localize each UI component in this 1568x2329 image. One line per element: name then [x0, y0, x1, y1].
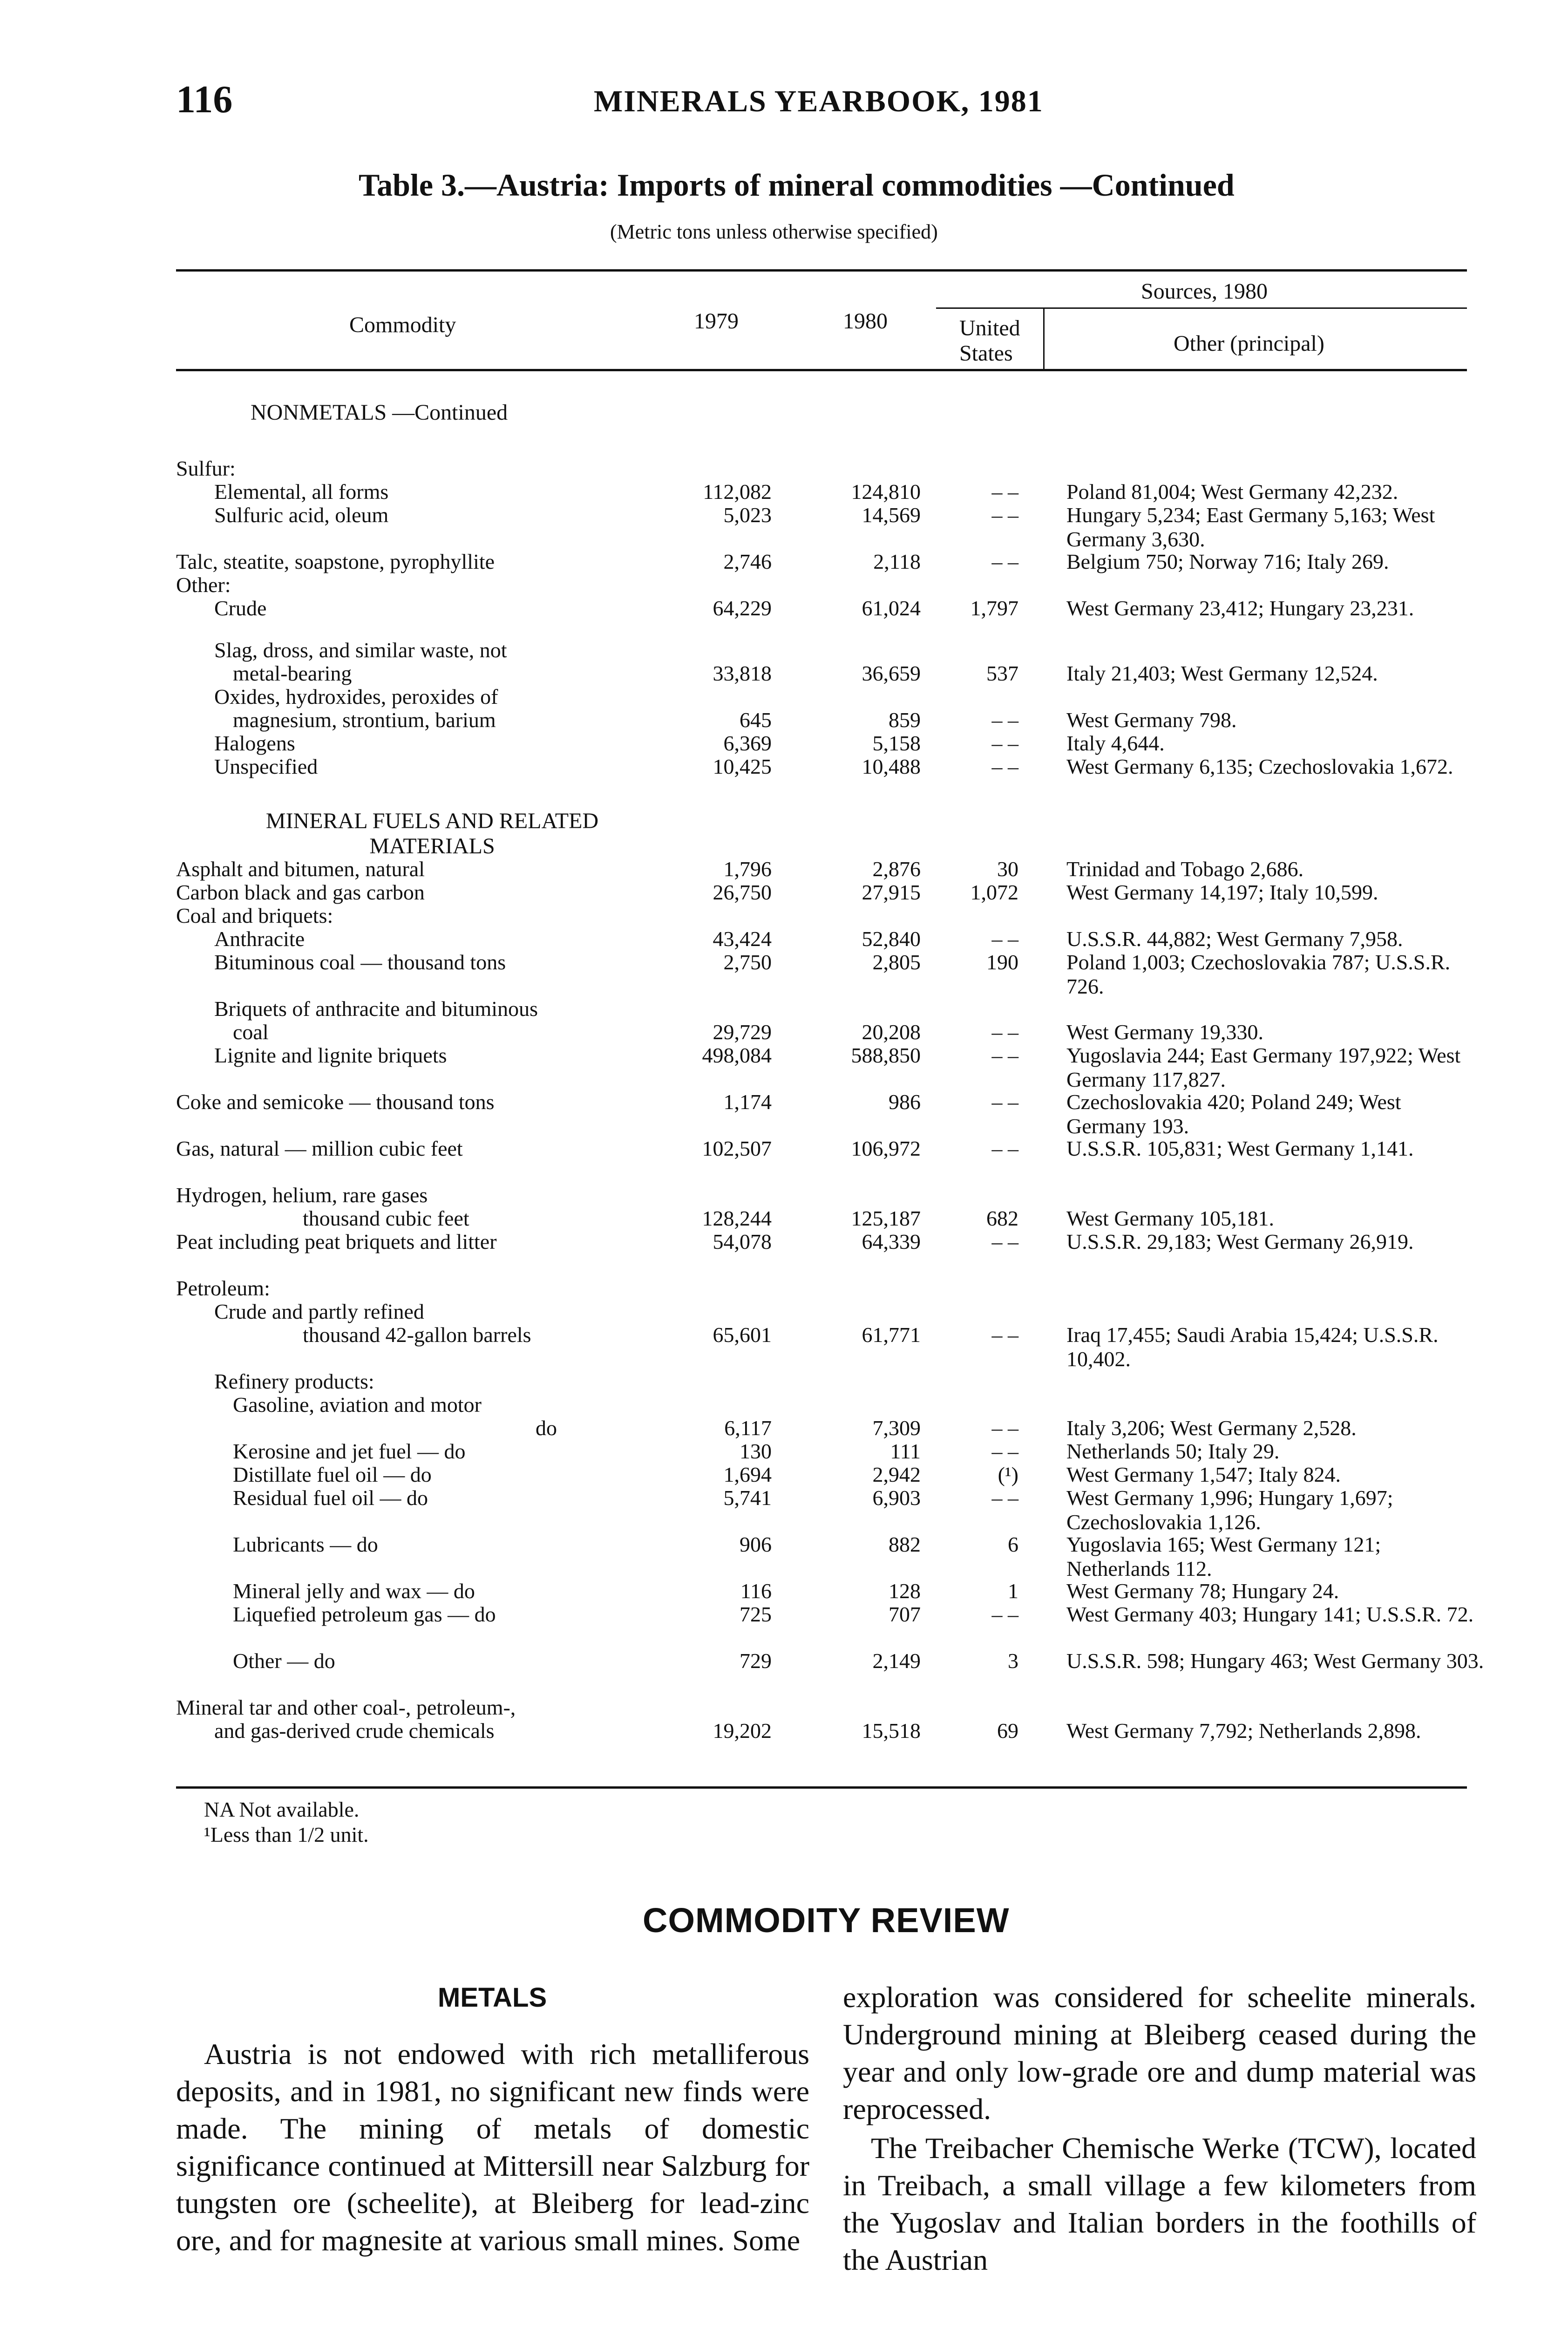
row-label: Distillate fuel oil — do [233, 1463, 432, 1486]
row-label: Lignite and lignite briquets [214, 1043, 447, 1067]
value-us: – – [991, 755, 1018, 778]
metals-heading: METALS [438, 1982, 547, 2013]
value-other: Yugoslavia 165; West Germany 121; Netherlands 112. [1066, 1532, 1381, 1580]
table-bottom-rule [176, 1786, 1467, 1789]
value-1980: 7,309 [872, 1416, 921, 1440]
value-1979: 729 [740, 1649, 772, 1673]
value-us: 69 [997, 1719, 1018, 1743]
value-1979: 64,229 [713, 596, 772, 620]
value-other: West Germany 798. [1066, 708, 1237, 732]
header-1980: 1980 [843, 309, 888, 334]
value-1980: 124,810 [851, 480, 921, 504]
table-top-rule [176, 269, 1467, 272]
value-1979: 116 [740, 1579, 772, 1603]
row-label: Halogens [214, 731, 295, 755]
value-other: West Germany 23,412; Hungary 23,231. [1066, 596, 1414, 620]
value-1980: 125,187 [851, 1206, 921, 1230]
row-label: Anthracite [214, 927, 305, 951]
row-label: Lubricants — do [233, 1532, 378, 1556]
value-us: – – [991, 1137, 1018, 1160]
row-label: and gas-derived crude chemicals [214, 1719, 495, 1743]
value-1980: 2,149 [872, 1649, 921, 1673]
header-commodity: Commodity [349, 313, 456, 337]
value-us: 682 [986, 1206, 1018, 1230]
row-label: Crude [214, 596, 267, 620]
value-us: 537 [986, 661, 1018, 685]
value-1979: 19,202 [713, 1719, 772, 1743]
value-us: – – [991, 1602, 1018, 1626]
value-1979: 645 [740, 708, 772, 732]
value-1979: 10,425 [713, 755, 772, 778]
value-1980: 882 [889, 1532, 921, 1556]
row-label: Liquefied petroleum gas — do [233, 1602, 496, 1626]
value-other: Poland 1,003; Czechoslovakia 787; U.S.S.R. 726. [1066, 950, 1451, 998]
value-other: Poland 81,004; West Germany 42,232. [1066, 480, 1398, 504]
header-bottom-rule [176, 369, 1467, 371]
row-label: magnesium, strontium, barium [233, 708, 496, 732]
header-other: Other (principal) [1174, 331, 1324, 356]
value-us: – – [991, 1020, 1018, 1044]
row-label: Oxides, hydroxides, peroxides of [214, 685, 498, 708]
value-other: U.S.S.R. 105,831; West Germany 1,141. [1066, 1137, 1414, 1160]
value-other: West Germany 14,197; Italy 10,599. [1066, 880, 1378, 904]
value-1979: 43,424 [713, 927, 772, 951]
row-label: Coal and briquets: [176, 904, 333, 927]
value-us: – – [991, 1439, 1018, 1463]
value-1979: 5,741 [723, 1486, 772, 1510]
value-other: West Germany 105,181. [1066, 1206, 1274, 1230]
value-1980: 707 [889, 1602, 921, 1626]
value-us: – – [991, 1486, 1018, 1510]
value-1980: 20,208 [862, 1020, 921, 1044]
value-1979: 1,694 [723, 1463, 772, 1486]
value-us: – – [991, 1323, 1018, 1347]
value-1980: 15,518 [862, 1719, 921, 1743]
value-other: West Germany 78; Hungary 24. [1066, 1579, 1339, 1603]
row-label: Coke and semicoke — thousand tons [176, 1090, 495, 1114]
value-1979: 1,796 [723, 857, 772, 881]
header-1979: 1979 [694, 309, 739, 334]
value-1980: 2,876 [872, 857, 921, 881]
value-other: Yugoslavia 244; East Germany 197,922; West Germany 117,827. [1066, 1043, 1461, 1091]
row-label: Asphalt and bitumen, natural [176, 857, 425, 881]
value-1979: 5,023 [723, 503, 772, 527]
section-fuels: MINERAL FUELS AND RELATED MATERIALS [265, 809, 599, 858]
value-other: U.S.S.R. 29,183; West Germany 26,919. [1066, 1230, 1414, 1253]
value-other: West Germany 19,330. [1066, 1020, 1263, 1044]
header-sources: Sources, 1980 [1141, 279, 1268, 304]
value-us: – – [991, 731, 1018, 755]
value-other: Iraq 17,455; Saudi Arabia 15,424; U.S.S.R. 10,402. [1066, 1323, 1439, 1371]
row-label: metal-bearing [233, 661, 352, 685]
value-1979: 6,117 [724, 1416, 772, 1440]
value-1979: 65,601 [713, 1323, 772, 1347]
value-1980: 111 [890, 1439, 921, 1463]
value-1980: 52,840 [862, 927, 921, 951]
value-1979: 2,750 [723, 950, 772, 974]
value-1980: 128 [889, 1579, 921, 1603]
value-other: West Germany 403; Hungary 141; U.S.S.R. 72. [1066, 1602, 1474, 1626]
value-other: Czechoslovakia 420; Poland 249; West Germany 193. [1066, 1090, 1401, 1138]
value-other: Italy 4,644. [1066, 731, 1165, 755]
value-other: West Germany 1,996; Hungary 1,697; Czechoslovakia 1,126. [1066, 1486, 1393, 1534]
row-label: Sulfuric acid, oleum [214, 503, 389, 527]
table-title: Table 3.—Austria: Imports of mineral commodities —Continued [359, 167, 1235, 203]
value-us: 3 [1008, 1649, 1018, 1673]
value-us: – – [991, 550, 1018, 573]
value-us: – – [991, 927, 1018, 951]
row-label: Gas, natural — million cubic feet [176, 1137, 463, 1160]
row-label: Slag, dross, and similar waste, not [214, 638, 507, 662]
value-us: – – [991, 1090, 1018, 1114]
value-1980: 588,850 [851, 1043, 921, 1067]
value-us: – – [991, 1416, 1018, 1440]
row-label: Bituminous coal — thousand tons [214, 950, 506, 974]
value-us: 30 [997, 857, 1018, 881]
row-label: Talc, steatite, soapstone, pyrophyllite [176, 550, 495, 573]
value-other: West Germany 1,547; Italy 824. [1066, 1463, 1341, 1486]
value-1979: 26,750 [713, 880, 772, 904]
value-other: Belgium 750; Norway 716; Italy 269. [1066, 550, 1389, 573]
value-1979: 6,369 [723, 731, 772, 755]
value-1979: 128,244 [702, 1206, 772, 1230]
page-number: 116 [176, 78, 233, 121]
value-us: – – [991, 1043, 1018, 1067]
value-1979: 1,174 [723, 1090, 772, 1114]
value-1979: 130 [740, 1439, 772, 1463]
note-footnote-1: ¹Less than 1/2 unit. [204, 1823, 369, 1846]
value-us: – – [991, 708, 1018, 732]
value-us: 1,072 [970, 880, 1018, 904]
sources-rule [936, 307, 1467, 309]
value-1980: 14,569 [862, 503, 921, 527]
value-us: (¹) [998, 1463, 1018, 1486]
paragraph-left: Austria is not endowed with rich metalliferous deposits, and in 1981, no significant new finds were made. The mining of metals of domestic significance continued at Mittersill near Salzburg for tungsten ore (scheelite), at Bleiberg for lead-zinc ore, and for magnesite at various small mines. Some [176, 2037, 809, 2257]
value-other: West Germany 7,792; Netherlands 2,898. [1066, 1719, 1421, 1743]
row-label: Other — do [233, 1649, 335, 1673]
value-us: 1 [1008, 1579, 1018, 1603]
value-1980: 859 [889, 708, 921, 732]
row-label: Mineral tar and other coal-, petroleum-, [176, 1696, 516, 1719]
value-other: West Germany 6,135; Czechoslovakia 1,672. [1066, 755, 1453, 778]
row-label: Briquets of anthracite and bituminous [214, 997, 538, 1021]
value-1979: 54,078 [713, 1230, 772, 1253]
value-us: – – [991, 503, 1018, 527]
paragraph-right-2: The Treibacher Chemische Werke (TCW), located in Treibach, a small village a few kilometers from the Yugoslav and Italian borders in the foothills of the Austrian [843, 2132, 1476, 2276]
value-other: U.S.S.R. 44,882; West Germany 7,958. [1066, 927, 1403, 951]
value-1979: 725 [740, 1602, 772, 1626]
paragraph-right-1: exploration was considered for scheelite minerals. Underground mining at Bleiberg ceased during the year and only low-grade ore and dump material was reprocessed. [843, 1981, 1476, 2125]
us-column-divider [1043, 308, 1045, 369]
row-label: Peat including peat briquets and litter [176, 1230, 497, 1253]
value-us: – – [991, 1230, 1018, 1253]
row-label: Elemental, all forms [214, 480, 389, 504]
value-1979: 906 [740, 1532, 772, 1556]
row-label: Carbon black and gas carbon [176, 880, 425, 904]
value-1979: 2,746 [723, 550, 772, 573]
value-1979: 33,818 [713, 661, 772, 685]
value-1980: 64,339 [862, 1230, 921, 1253]
value-1980: 2,805 [872, 950, 921, 974]
value-other: Italy 3,206; West Germany 2,528. [1066, 1416, 1357, 1440]
value-1980: 27,915 [862, 880, 921, 904]
row-label: thousand 42-gallon barrels [303, 1323, 531, 1347]
value-us: 6 [1008, 1532, 1018, 1556]
commodity-review-heading: COMMODITY REVIEW [643, 1901, 1010, 1940]
value-us: 190 [986, 950, 1018, 974]
section-nonmetals: NONMETALS —Continued [251, 400, 508, 425]
row-label: Residual fuel oil — do [233, 1486, 428, 1510]
running-head: MINERALS YEARBOOK, 1981 [594, 84, 1044, 118]
value-other: U.S.S.R. 598; Hungary 463; West Germany 303. [1066, 1649, 1484, 1673]
value-1979: 102,507 [702, 1137, 772, 1160]
row-label: Other: [176, 573, 231, 597]
value-1979: 29,729 [713, 1020, 772, 1044]
row-label: Petroleum: [176, 1276, 270, 1300]
row-label: Unspecified [214, 755, 318, 778]
row-label: Mineral jelly and wax — do [233, 1579, 475, 1603]
row-label: Kerosine and jet fuel — do [233, 1439, 466, 1463]
header-united-states: United States [959, 316, 1020, 366]
value-1980: 6,903 [872, 1486, 921, 1510]
value-1980: 36,659 [862, 661, 921, 685]
value-1980: 5,158 [872, 731, 921, 755]
value-1980: 2,118 [873, 550, 921, 573]
value-other: Trinidad and Tobago 2,686. [1066, 857, 1304, 881]
value-other: Italy 21,403; West Germany 12,524. [1066, 661, 1378, 685]
value-other: Netherlands 50; Italy 29. [1066, 1439, 1280, 1463]
value-other: Hungary 5,234; East Germany 5,163; West Germany 3,630. [1066, 503, 1435, 551]
value-1980: 61,771 [862, 1323, 921, 1347]
table-subtitle: (Metric tons unless otherwise specified) [610, 220, 938, 243]
row-label: thousand cubic feet [303, 1206, 469, 1230]
row-label: Sulfur: [176, 456, 236, 480]
row-label: coal [233, 1020, 269, 1044]
value-1979: 112,082 [703, 480, 772, 504]
value-1980: 10,488 [862, 755, 921, 778]
row-label: Crude and partly refined [214, 1300, 424, 1323]
row-label: Refinery products: [214, 1369, 374, 1393]
value-1980: 61,024 [862, 596, 921, 620]
value-1980: 986 [889, 1090, 921, 1114]
value-1979: 498,084 [702, 1043, 772, 1067]
note-na: NA Not available. [204, 1798, 360, 1821]
value-1980: 106,972 [851, 1137, 921, 1160]
value-1980: 2,942 [872, 1463, 921, 1486]
value-us: 1,797 [970, 596, 1018, 620]
value-us: – – [991, 480, 1018, 504]
row-label: Hydrogen, helium, rare gases [176, 1183, 428, 1207]
row-label: do [536, 1416, 557, 1440]
row-label: Gasoline, aviation and motor [233, 1393, 482, 1416]
